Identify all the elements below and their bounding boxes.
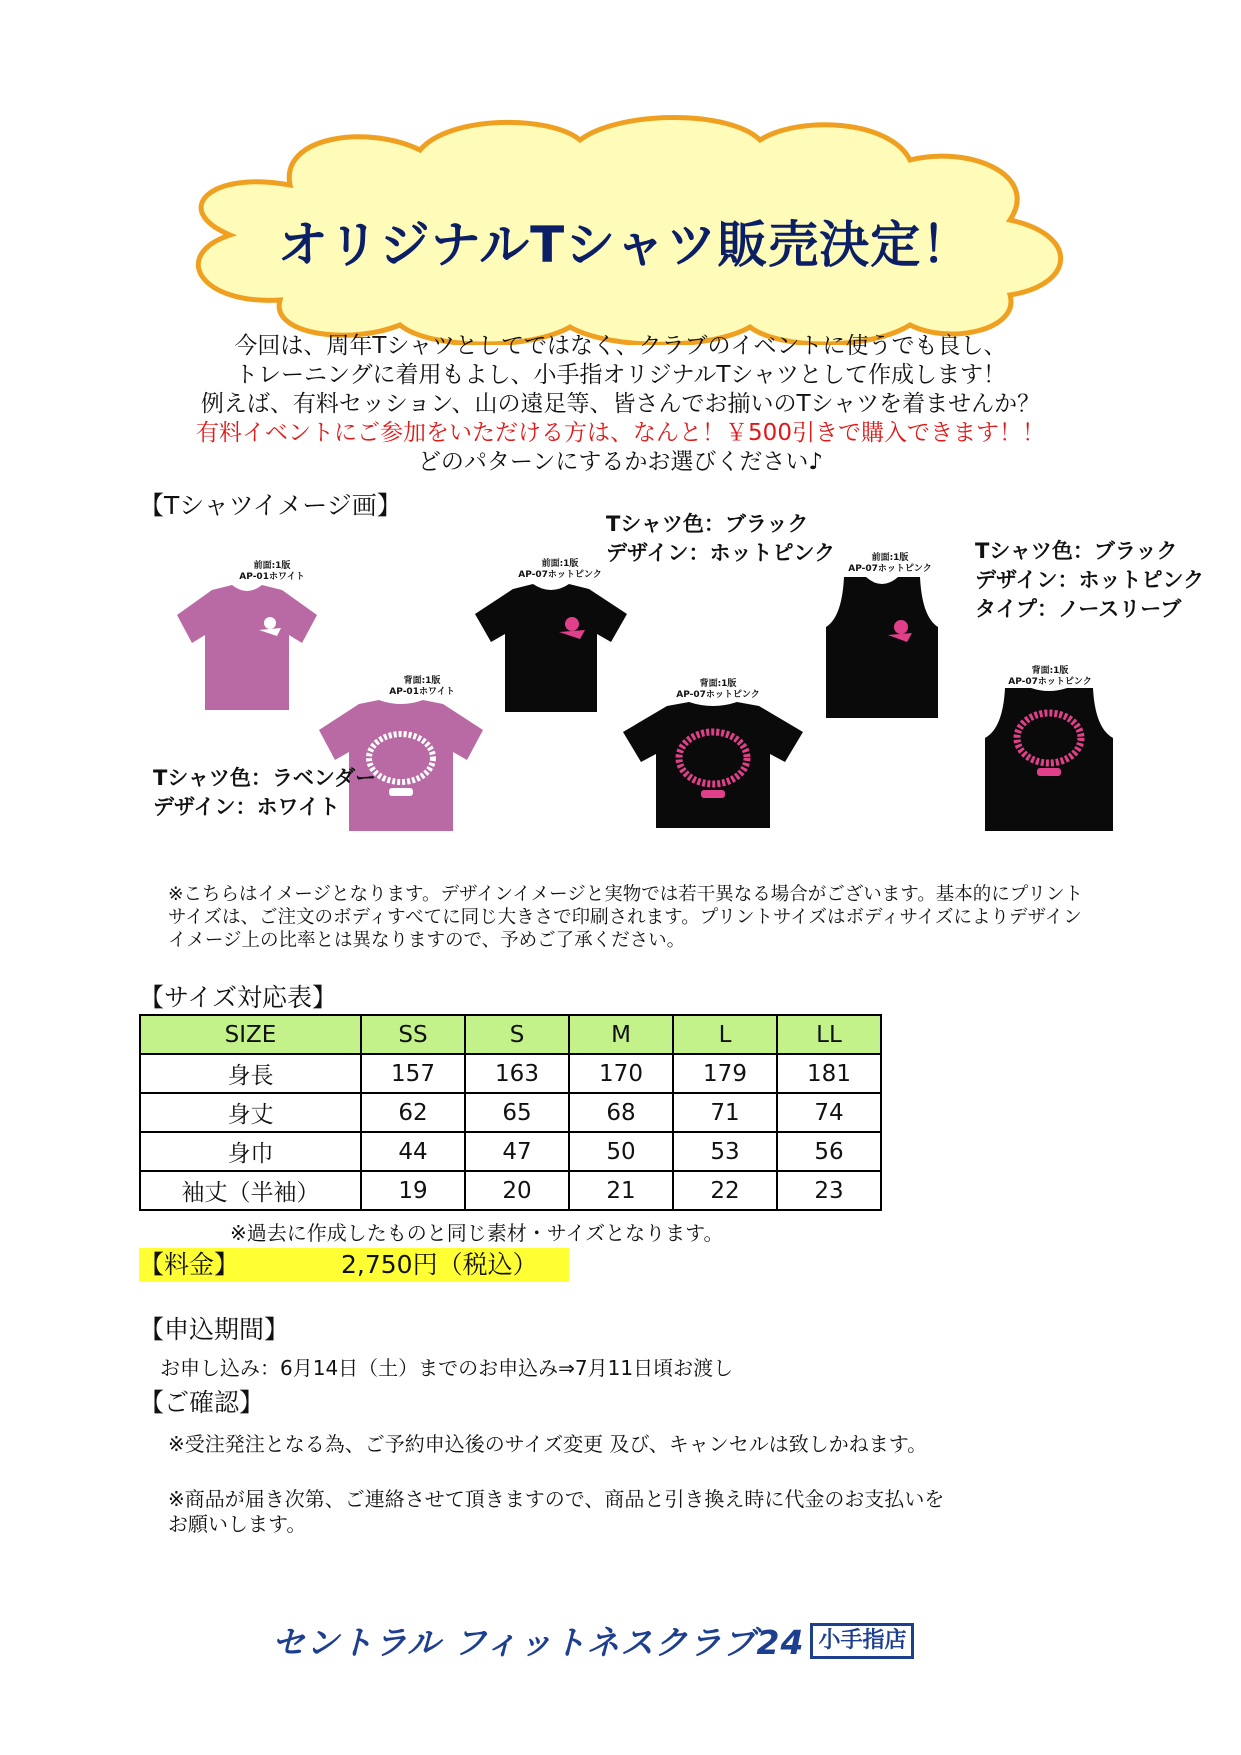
intro-line: どのパターンにするかお選びください♪	[417, 449, 824, 475]
table-cell: 56	[777, 1132, 881, 1171]
table-cell: 23	[777, 1171, 881, 1210]
table-cell: 身長	[140, 1054, 361, 1093]
shirt1-labels	[153, 764, 376, 822]
shirt2-labels	[606, 510, 835, 568]
caption-line: 前面:1版	[541, 559, 579, 569]
table-row	[140, 1132, 881, 1171]
table-header-cell: M	[569, 1015, 673, 1054]
club-logo-name: セントラル フィットネスクラブ24	[272, 1623, 805, 1662]
image-disclaimer: ※こちらはイメージとなります。デザインイメージと実物では若干異なる場合がございます。基本的にプリントサイズは、ご注文のボディすべてに同じ大きさで印刷されます。プリントサイズはボディサイズによりデザインイメージ上の比率とは異なりますので、予めご了承ください。	[168, 884, 1083, 951]
table-header-cell: SIZE	[140, 1015, 361, 1054]
shirt-design-label: デザイン：ホワイト	[153, 795, 340, 819]
caption-line: AP-07ホットピンク	[848, 564, 932, 574]
table-cell: 163	[465, 1054, 569, 1093]
note-line: お願いします。	[168, 1512, 307, 1536]
price-value: 2,750円（税込）	[341, 1250, 538, 1279]
table-header-cell: S	[465, 1015, 569, 1054]
table-cell: 身巾	[140, 1132, 361, 1171]
table-cell: 20	[465, 1171, 569, 1210]
table-header-cell: LL	[777, 1015, 881, 1054]
club-logo	[272, 1617, 914, 1664]
caption-line: AP-01ホワイト	[389, 687, 455, 697]
shirt3-labels	[975, 537, 1204, 624]
intro-line: トレーニングに着用もよし、小手指オリジナルTシャツとして作成します！	[235, 362, 1006, 388]
shirt-color-label: Tシャツ色：ラベンダー	[153, 766, 377, 790]
shirt1-back-caption	[372, 676, 472, 698]
table-cell: 21	[569, 1171, 673, 1210]
table-cell: 157	[361, 1054, 465, 1093]
shirt1-front-caption	[222, 561, 322, 583]
table-header-row	[140, 1015, 881, 1054]
table-cell: 181	[777, 1054, 881, 1093]
caption-line: AP-01ホワイト	[239, 572, 305, 582]
shirt1-front-image	[177, 585, 317, 712]
table-row	[140, 1093, 881, 1132]
period-heading: 【申込期間】	[139, 1315, 290, 1344]
confirm-note-2	[168, 1487, 944, 1537]
table-row	[140, 1054, 881, 1093]
price-label: 【料金】	[139, 1250, 240, 1279]
size-footnote: ※過去に作成したものと同じ素材・サイズとなります。	[230, 1221, 724, 1245]
caption-line: 前面:1版	[253, 561, 291, 571]
table-cell: 68	[569, 1093, 673, 1132]
period-text: お申し込み：6月14日（土）までのお申込み⇒7月11日頃お渡し	[160, 1356, 734, 1380]
table-cell: 19	[361, 1171, 465, 1210]
shirt-design-label: デザイン：ホットピンク	[606, 541, 836, 565]
table-cell: 44	[361, 1132, 465, 1171]
intro-line: 例えば、有料セッション、山の遠足等、皆さんでお揃いのTシャツを着ませんか？	[200, 391, 1041, 417]
size-table-heading: 【サイズ対応表】	[139, 983, 338, 1012]
table-cell: 170	[569, 1054, 673, 1093]
shirt3-back-image	[985, 688, 1113, 831]
table-header-cell: SS	[361, 1015, 465, 1054]
table-cell: 179	[673, 1054, 777, 1093]
table-cell: 22	[673, 1171, 777, 1210]
shirt2-back-image	[623, 702, 803, 828]
table-row	[140, 1171, 881, 1210]
intro-text	[0, 332, 1241, 477]
caption-line: AP-07ホットピンク	[1008, 677, 1092, 687]
intro-discount-line: 有料イベントにご参加をいただける方は、なんと！￥500引きで購入できます！！	[196, 420, 1045, 446]
size-table	[139, 1014, 882, 1211]
shirt-type-label: タイプ：ノースリーブ	[975, 597, 1182, 621]
club-logo-branch: 小手指店	[810, 1623, 914, 1659]
shirt2-back-caption	[663, 679, 773, 701]
tshirt-image-heading: 【Tシャツイメージ画】	[139, 491, 402, 520]
caption-line: 背面:1版	[403, 676, 441, 686]
table-cell: 65	[465, 1093, 569, 1132]
table-cell: 47	[465, 1132, 569, 1171]
table-cell: 身丈	[140, 1093, 361, 1132]
table-cell: 71	[673, 1093, 777, 1132]
shirt-color-label: Tシャツ色：ブラック	[606, 512, 809, 536]
shirt2-front-caption	[505, 559, 615, 581]
caption-line: 背面:1版	[1031, 666, 1069, 676]
caption-line: AP-07ホットピンク	[518, 570, 602, 580]
table-cell: 50	[569, 1132, 673, 1171]
shirt-color-label: Tシャツ色：ブラック	[975, 539, 1178, 563]
shirt2-front-image	[475, 584, 627, 712]
table-cell: 74	[777, 1093, 881, 1132]
page-title: オリジナルTシャツ販売決定！	[277, 216, 973, 274]
caption-line: 背面:1版	[699, 679, 737, 689]
price-banner	[139, 1248, 569, 1282]
table-cell: 62	[361, 1093, 465, 1132]
caption-line: AP-07ホットピンク	[676, 690, 760, 700]
table-header-cell: L	[673, 1015, 777, 1054]
table-cell: 53	[673, 1132, 777, 1171]
note-line: ※商品が届き次第、ご連絡させて頂きますので、商品と引き換え時に代金のお支払いを	[168, 1487, 945, 1511]
shirt-design-label: デザイン：ホットピンク	[975, 568, 1205, 592]
caption-line: 前面:1版	[871, 553, 909, 563]
confirm-heading: 【ご確認】	[139, 1388, 265, 1417]
confirm-note-1: ※受注発注となる為、ご予約申込後のサイズ変更 及び、キャンセルは致しかねます。	[168, 1432, 928, 1456]
intro-line: 今回は、周年Tシャツとしてではなく、クラブのイベントに使うでも良し、	[234, 333, 1007, 359]
shirt3-front-image	[826, 577, 938, 718]
shirt3-front-caption	[835, 553, 945, 575]
table-cell: 袖丈（半袖）	[140, 1171, 361, 1210]
shirt3-back-caption	[995, 666, 1105, 688]
